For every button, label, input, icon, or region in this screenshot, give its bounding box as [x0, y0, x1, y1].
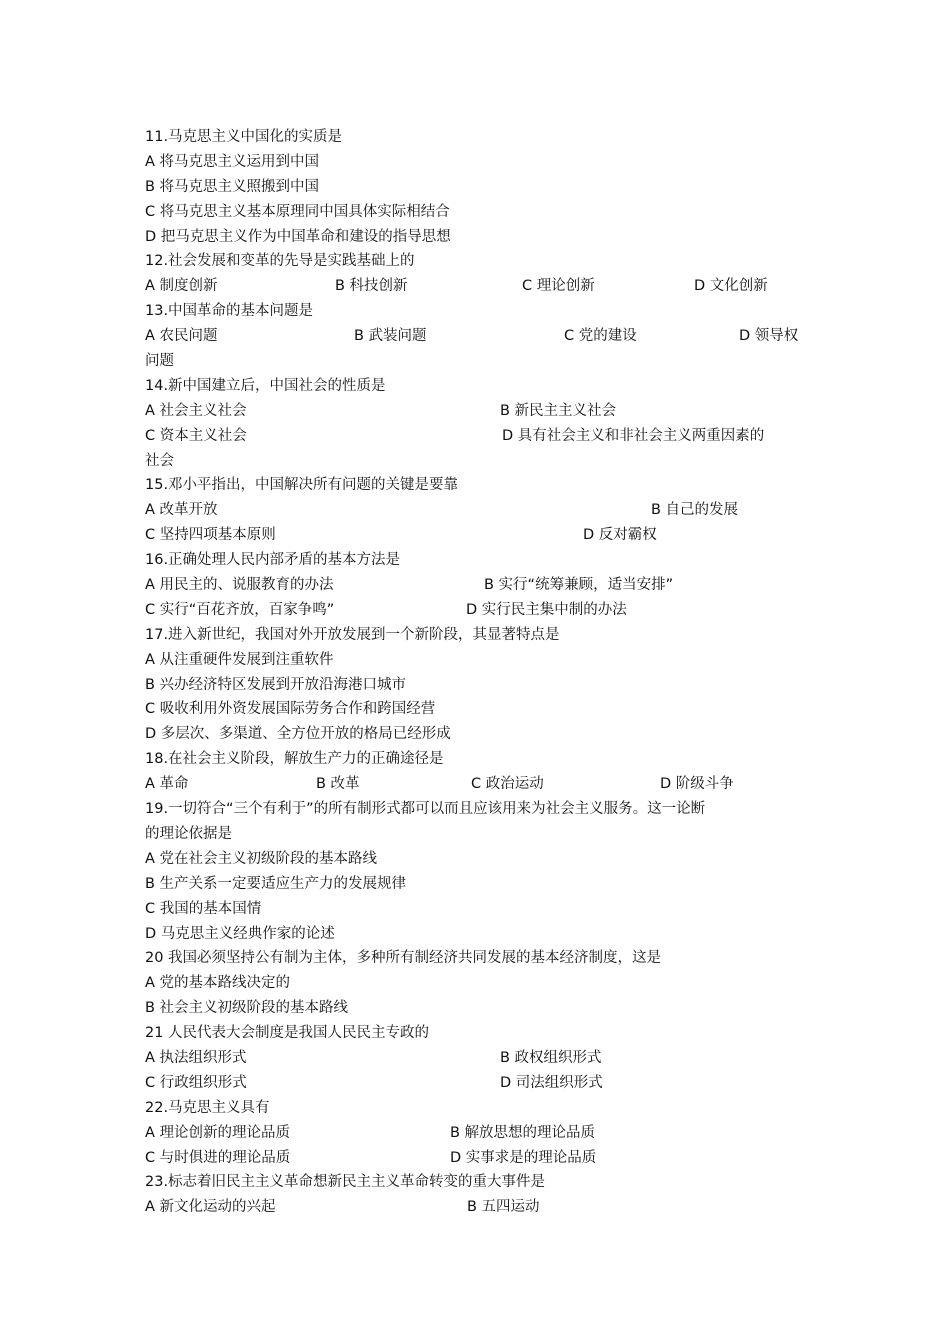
q21-option-a: A 执法组织形式 [145, 1049, 247, 1066]
q22-option-c: C 与时俱进的理论品质 [145, 1149, 291, 1166]
q15-option-c: C 坚持四项基本原则 [145, 527, 276, 544]
q11-option-a: A 将马克思主义运用到中国 [145, 153, 320, 170]
q14-option-d-continued: 社会 [145, 452, 174, 469]
q16-option-b: B 实行“统筹兼顾，适当安排” [484, 577, 674, 594]
q16-option-c: C 实行“百花齐放，百家争鸣” [145, 601, 335, 618]
q14-option-b: B 新民主主义社会 [500, 402, 617, 419]
q14-option-d: D 具有社会主义和非社会主义两重因素的 [502, 427, 765, 444]
q18-option-a: A 革命 [145, 776, 189, 793]
q17-option-a: A 从注重硬件发展到注重软件 [145, 651, 334, 668]
q19-option-b: B 生产关系一定要适应生产力的发展规律 [145, 875, 407, 892]
question-14-stem: 14.新中国建立后，中国社会的性质是 [145, 377, 386, 394]
q18-option-d: D 阶级斗争 [660, 776, 734, 793]
q15-option-b: B 自己的发展 [651, 502, 739, 519]
question-20-stem: 20 我国必须坚持公有制为主体，多种所有制经济共同发展的基本经济制度，这是 [145, 950, 662, 967]
q12-options-row [145, 274, 810, 299]
question-12-stem: 12.社会发展和变革的先导是实践基础上的 [145, 253, 415, 270]
q21-options-row-2 [145, 1071, 810, 1096]
q12-option-c: C 理论创新 [522, 278, 595, 295]
q18-option-c: C 政治运动 [471, 776, 544, 793]
q22-options-row-2 [145, 1146, 810, 1171]
question-23-stem: 23.标志着旧民主主义革命想新民主主义革命转变的重大事件是 [145, 1174, 546, 1191]
q22-options-row-1 [145, 1121, 810, 1146]
q22-option-b: B 解放思想的理论品质 [450, 1124, 596, 1141]
q19-option-c: C 我国的基本国情 [145, 900, 262, 917]
question-19-stem-continued: 的理论依据是 [145, 825, 232, 842]
question-22-stem: 22.马克思主义具有 [145, 1099, 270, 1116]
question-list [145, 125, 810, 1220]
q13-option-d-continued: 问题 [145, 353, 174, 370]
q23-option-b: B 五四运动 [467, 1199, 540, 1216]
q12-option-d: D 文化创新 [694, 278, 768, 295]
q13-option-a: A 农民问题 [145, 328, 218, 345]
q15-option-a: A 改革开放 [145, 502, 218, 519]
question-13-stem: 13.中国革命的基本问题是 [145, 303, 314, 320]
q21-options-row-1 [145, 1046, 810, 1071]
q14-options-row-2 [145, 424, 810, 449]
question-21-stem: 21 人民代表大会制度是我国人民民主专政的 [145, 1025, 430, 1042]
q23-options-row [145, 1195, 810, 1220]
q20-option-b: B 社会主义初级阶段的基本路线 [145, 1000, 349, 1017]
q11-option-d: D 把马克思主义作为中国革命和建设的指导思想 [145, 228, 451, 245]
q14-option-a: A 社会主义社会 [145, 402, 247, 419]
question-16-stem: 16.正确处理人民内部矛盾的基本方法是 [145, 552, 401, 569]
q17-option-b: B 兴办经济特区发展到开放沿海港口城市 [145, 676, 407, 693]
q23-option-a: A 新文化运动的兴起 [145, 1199, 276, 1216]
q13-option-d: D 领导权 [739, 328, 799, 345]
q15-options-row-1 [145, 498, 810, 523]
q11-option-b: B 将马克思主义照搬到中国 [145, 178, 320, 195]
q14-options-row-1 [145, 399, 810, 424]
q11-option-c: C 将马克思主义基本原理同中国具体实际相结合 [145, 203, 450, 220]
q12-option-a: A 制度创新 [145, 278, 218, 295]
q13-option-c: C 党的建设 [564, 328, 637, 345]
q15-option-d: D 反对霸权 [583, 527, 657, 544]
q16-option-d: D 实行民主集中制的办法 [466, 601, 627, 618]
q17-option-c: C 吸收利用外资发展国际劳务合作和跨国经营 [145, 701, 436, 718]
q21-option-d: D 司法组织形式 [500, 1074, 603, 1091]
q13-options-row [145, 324, 810, 349]
q22-option-a: A 理论创新的理论品质 [145, 1124, 291, 1141]
question-11-stem: 11.马克思主义中国化的实质是 [145, 129, 343, 145]
q13-option-b: B 武装问题 [354, 328, 427, 345]
q18-option-b: B 改革 [316, 776, 360, 793]
q14-option-c: C 资本主义社会 [145, 427, 247, 444]
q20-option-a: A 党的基本路线决定的 [145, 975, 291, 992]
q15-options-row-2 [145, 523, 810, 548]
q19-option-a: A 党在社会主义初级阶段的基本路线 [145, 850, 378, 867]
q18-options-row [145, 772, 810, 797]
q12-option-b: B 科技创新 [335, 278, 408, 295]
q19-option-d: D 马克思主义经典作家的论述 [145, 925, 335, 942]
q21-option-c: C 行政组织形式 [145, 1074, 247, 1091]
question-17-stem: 17.进入新世纪，我国对外开放发展到一个新阶段，其显著特点是 [145, 626, 560, 643]
question-18-stem: 18.在社会主义阶段，解放生产力的正确途径是 [145, 751, 444, 768]
q21-option-b: B 政权组织形式 [500, 1049, 602, 1066]
q17-option-d: D 多层次、多渠道、全方位开放的格局已经形成 [145, 726, 451, 743]
q16-options-row-1 [145, 573, 810, 598]
question-15-stem: 15.邓小平指出，中国解决所有问题的关键是要靠 [145, 477, 459, 494]
q16-option-a: A 用民主的、说服教育的办法 [145, 577, 334, 594]
q16-options-row-2 [145, 598, 810, 623]
q22-option-d: D 实事求是的理论品质 [450, 1149, 597, 1166]
question-19-stem: 19.一切符合“三个有利于”的所有制形式都可以而且应该用来为社会主义服务。这一论断 [145, 801, 706, 818]
